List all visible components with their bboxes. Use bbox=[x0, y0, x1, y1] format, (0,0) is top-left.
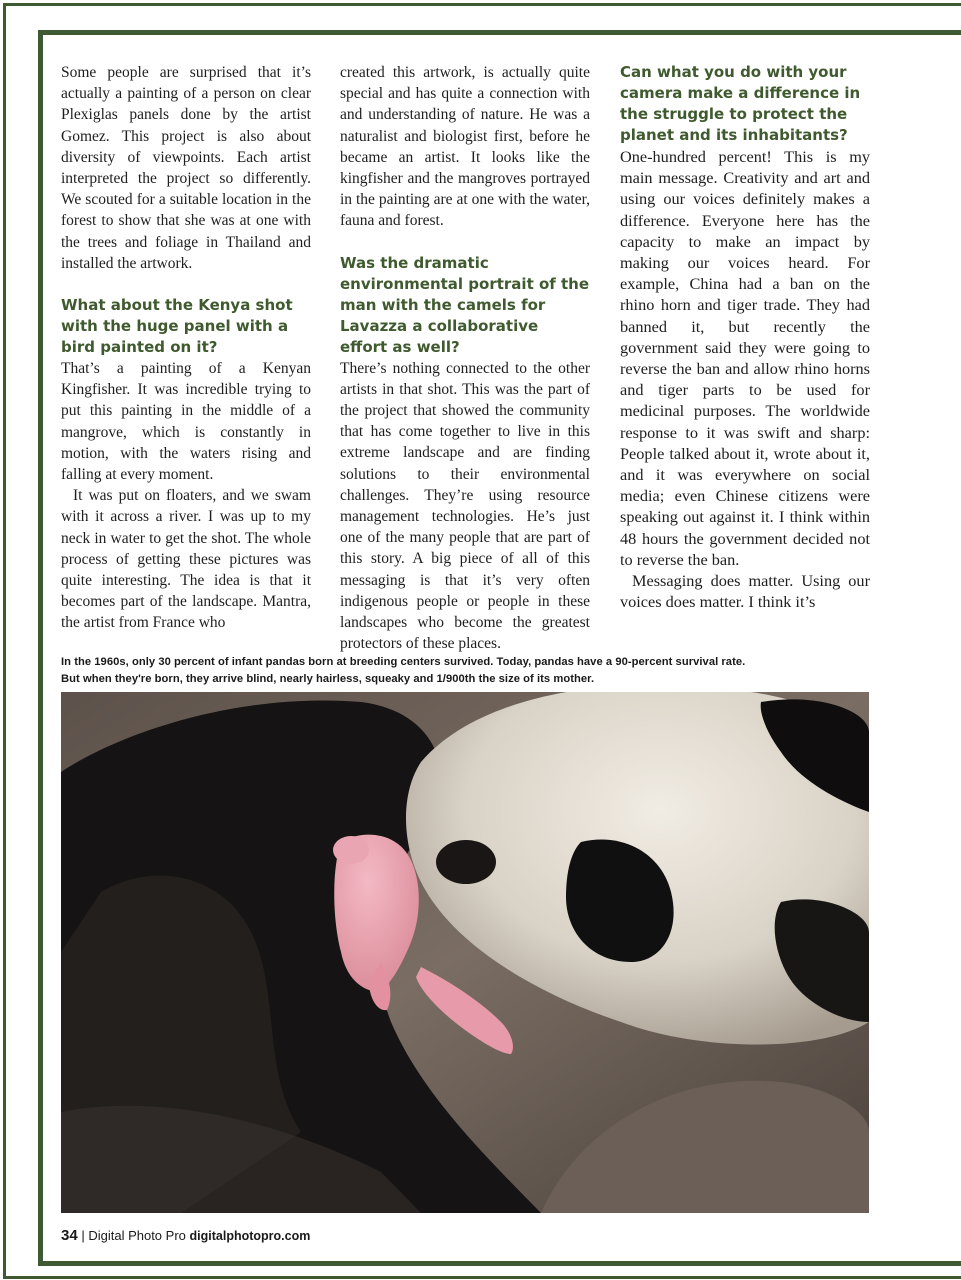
article-column-2 bbox=[340, 62, 590, 654]
column1-paragraph-3: It was put on floaters, and we swam with it across a river. I was up to my neck in water to get the shot. The whole process of getting these pictures was quite interesting. The idea is that it becomes part of the landscape. Mantra, the artist from France who bbox=[61, 487, 311, 632]
magazine-name: Digital Photo Pro bbox=[88, 1228, 186, 1243]
column1-paragraph-1: Some people are surprised that it’s actually a painting of a person on clear Plexiglas panels done by the artist Gomez. This project is also about diversity of viewpoints. Each artist interpreted the project so differently. We scouted for a suitable location in the forest to show that she was at one with the trees and foliage in Thailand and installed the artwork. bbox=[61, 64, 311, 272]
page-number: 34 bbox=[61, 1227, 78, 1244]
page-footer bbox=[61, 1227, 310, 1244]
column3-paragraph-2: Messaging does matter. Using our voices does matter. I think it’s bbox=[620, 571, 870, 612]
magazine-url[interactable]: digitalphotopro.com bbox=[189, 1229, 311, 1243]
question-camera-heading: Can what you do with your camera make a difference in the struggle to protect the planet and its inhabitants? bbox=[620, 63, 861, 144]
question-kenya-heading: What about the Kenya shot with the huge panel with a bird painted on it? bbox=[61, 296, 293, 357]
photo-caption: In the 1960s, only 30 percent of infant pandas born at breeding centers survived. Today, pandas have a 90-percent survival rate. But when they're born, they arrive blind, nearly hairless, squeaky and 1/900th the size of its mother. bbox=[61, 656, 746, 685]
question-lavazza-heading: Was the dramatic environmental portrait of the man with the camels for Lavazza a collaborative effort as well? bbox=[340, 253, 590, 356]
column2-paragraph-2: There’s nothing connected to the other artists in that shot. This was the part of the project that showed the community that has come together to live in this extreme landscape and are finding solutions to their environmental challenges. They’re using resource management technologies. He’s just one of the many people that are part of this story. A big piece of all of this messaging is that it’s very often indigenous people or people in these landscapes who become the greatest protectors of these places. bbox=[340, 359, 590, 653]
column3-paragraph-1: One-hundred percent! This is my main message. Creativity and art and using our voices definitely makes a difference. Everyone here has the capacity to make an impact by making our voices heard. For example, China had a ban on the rhino horn and tiger trade. They had banned it, but recently the government said they were going to reverse the ban and allow rhino horns and tiger parts to be used for medicinal purposes. The worldwide response to it was swift and sharp: People talked about it, wrote about it, and it was everywhere on social media; even Chinese citizens were speaking out against it. I think within 48 hours the government decided not to reverse the ban. bbox=[620, 147, 870, 569]
footer-separator: | bbox=[81, 1228, 85, 1243]
panda-photo bbox=[61, 692, 869, 1213]
article-column-1 bbox=[61, 62, 311, 634]
article-column-3 bbox=[620, 62, 870, 612]
column1-paragraph-2: That’s a painting of a Kenyan Kingfisher. It was incredible trying to put this painting in the middle of a mangrove, which is constantly in motion, with the waters rising and falling at every moment. bbox=[61, 360, 311, 484]
column2-paragraph-1: created this artwork, is actually quite special and has quite a connection with and understanding of nature. He was a naturalist and biologist first, before he became an artist. It looks like the kingfisher and the mangroves portrayed in the painting are at one with the water, fauna and forest. bbox=[340, 64, 590, 230]
